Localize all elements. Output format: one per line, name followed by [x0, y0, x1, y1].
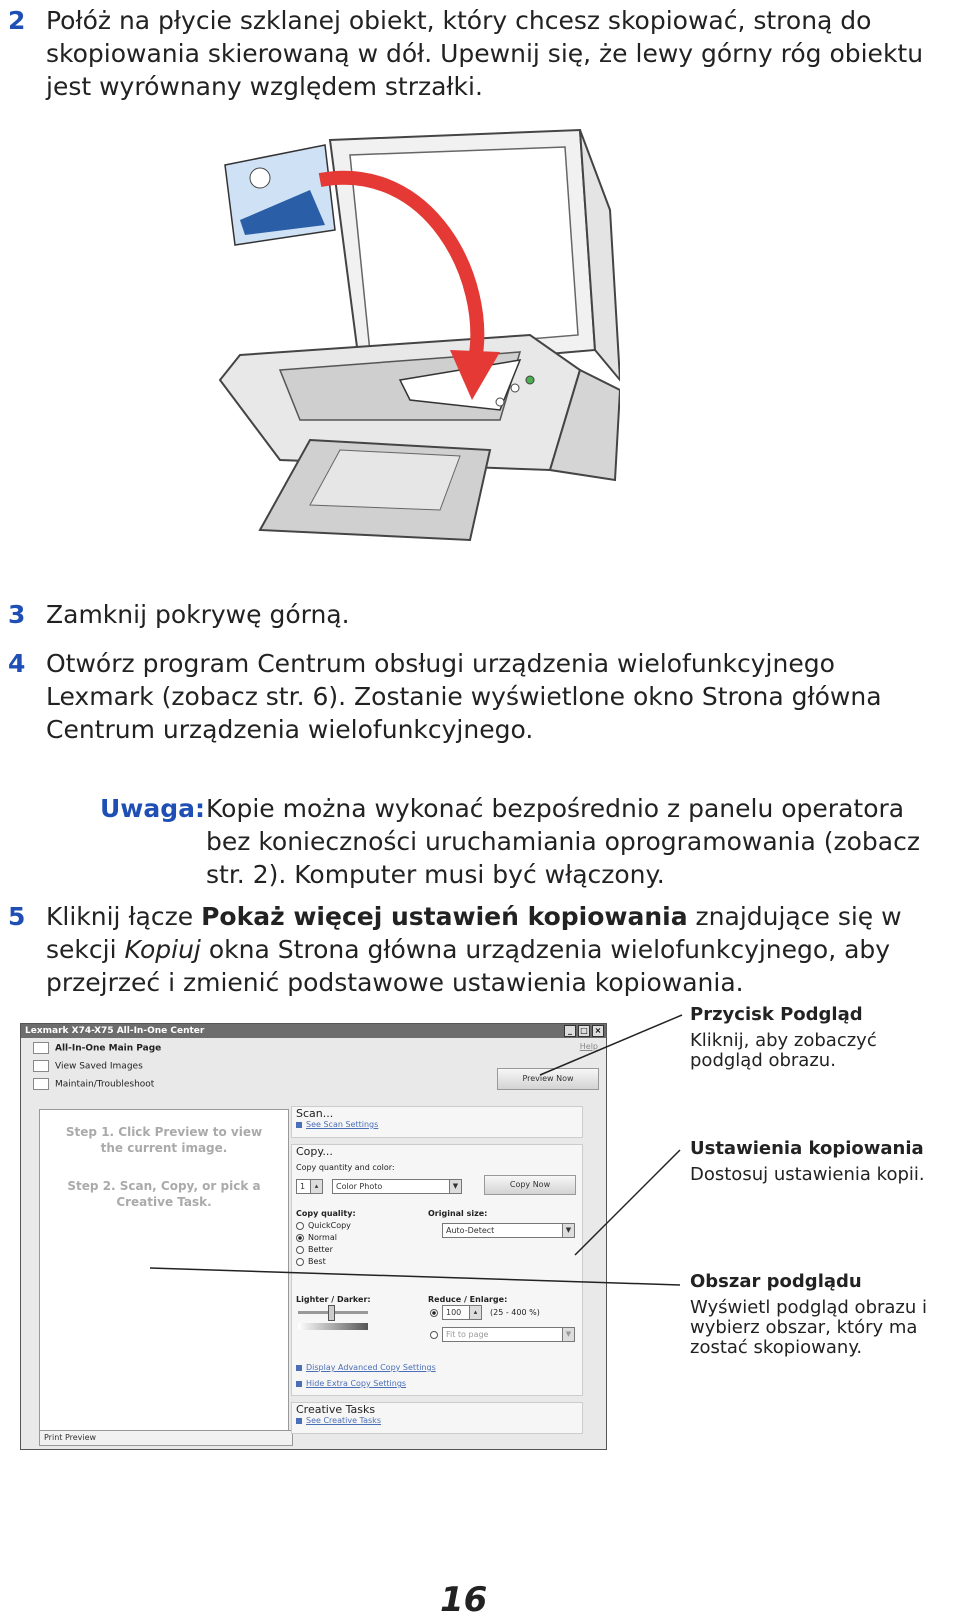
see-scan-settings-link[interactable]: See Scan Settings: [292, 1120, 582, 1129]
quality-option-best[interactable]: Best: [296, 1257, 326, 1266]
menu-label: All-In-One Main Page: [55, 1043, 162, 1054]
copy-title: Copy...: [296, 1145, 333, 1158]
callout-copy-settings: [690, 1139, 940, 1185]
note-text: Kopie można wykonać bezpośrednio z panelu operatora bez konieczności uruchamiania oprogramowania (zobacz str. 2). Komputer musi być włączony.: [206, 794, 920, 889]
step-number: 4: [8, 649, 26, 678]
copy-color-select[interactable]: Color Photo ▼: [332, 1179, 462, 1194]
reduce-value-input[interactable]: 100 ▴: [442, 1305, 482, 1320]
callout-title: Ustawienia kopiowania: [690, 1138, 924, 1159]
copy-quality-label: Copy quality:: [296, 1209, 356, 1218]
step5-bold-link-name: Pokaż więcej ustawień kopiowania: [201, 902, 688, 931]
hide-extra-link[interactable]: Hide Extra Copy Settings: [292, 1379, 406, 1388]
original-size-label: Original size:: [428, 1209, 488, 1218]
callout-title: Obszar podglądu: [690, 1271, 862, 1292]
step5-mid: znajdujące się w sekcji: [46, 902, 902, 964]
close-icon[interactable]: ×: [592, 1025, 604, 1037]
step-text: Zamknij pokrywę górną.: [46, 600, 350, 629]
callout-preview-area: [690, 1272, 940, 1358]
step5-pre: Kliknij łącze: [46, 902, 202, 931]
step-number: 5: [8, 902, 26, 931]
quality-option-quickcopy[interactable]: QuickCopy: [296, 1221, 351, 1230]
preview-hint-1: Step 1. Click Preview to view the current image.: [65, 1125, 263, 1155]
callout-preview-button: [690, 1005, 940, 1071]
copy-quantity-stepper[interactable]: 1 ▴: [296, 1179, 323, 1194]
reduce-enlarge-label: Reduce / Enlarge:: [428, 1295, 508, 1304]
callout-title: Przycisk Podgląd: [690, 1004, 863, 1025]
page-number: 16: [440, 1580, 488, 1620]
step5-italic-section: Kopiuj: [124, 935, 201, 964]
display-advanced-link[interactable]: Display Advanced Copy Settings: [292, 1363, 436, 1372]
reduce-range: (25 - 400 %): [490, 1308, 540, 1317]
see-creative-tasks-link[interactable]: See Creative Tasks: [292, 1416, 582, 1425]
copy-qty-label: Copy quantity and color:: [296, 1163, 395, 1172]
lighter-darker-label: Lighter / Darker:: [296, 1295, 371, 1304]
fit-to-page-select[interactable]: Fit to page ▼: [442, 1327, 575, 1342]
preview-now-button[interactable]: Preview Now: [497, 1068, 599, 1090]
callout-text: Wyświetl podgląd obrazu i wybierz obszar, który ma zostać skopiowany.: [690, 1297, 928, 1358]
print-preview-bar: Print Preview: [39, 1430, 293, 1446]
help-link[interactable]: Help: [579, 1042, 598, 1051]
step5-post: okna Strona główna urządzenia wielofunkcyjnego, aby przejrzeć i zmienić podstawowe ustawienia kopiowania.: [46, 935, 891, 997]
creative-title: Creative Tasks: [296, 1403, 376, 1416]
quality-option-normal[interactable]: Normal: [296, 1233, 337, 1242]
preview-hint-2: Step 2. Scan, Copy, or pick a Creative Task.: [67, 1179, 261, 1209]
window-title: Lexmark X74-X75 All-In-One Center: [25, 1026, 205, 1036]
copy-now-button[interactable]: Copy Now: [484, 1175, 576, 1195]
quality-option-better[interactable]: Better: [296, 1245, 333, 1254]
step-number: 3: [8, 600, 26, 629]
step-text: Połóż na płycie szklanej obiekt, który chcesz skopiować, stroną do skopiowania skierowaną w dół. Upewnij się, że lewy górny róg obiektu jest wyrównany względem strzałki.: [46, 6, 924, 101]
scan-title: Scan...: [296, 1107, 334, 1120]
callout-text: Dostosuj ustawienia kopii.: [690, 1164, 925, 1185]
note-label: Uwaga:: [100, 794, 206, 823]
menu-label: Maintain/Troubleshoot: [55, 1079, 155, 1090]
original-size-select[interactable]: Auto-Detect ▼: [442, 1223, 575, 1238]
step-number: 2: [8, 6, 26, 35]
maximize-icon[interactable]: □: [578, 1025, 590, 1037]
menu-label: View Saved Images: [55, 1061, 143, 1072]
minimize-icon[interactable]: _: [564, 1025, 576, 1037]
step-text: Otwórz program Centrum obsługi urządzenia wielofunkcyjnego Lexmark (zobacz str. 6). Zostanie wyświetlone okno Strona główna Centrum urządzenia wielofunkcyjnego.: [46, 649, 882, 744]
callout-text: Kliknij, aby zobaczyć podgląd obrazu.: [690, 1030, 877, 1071]
